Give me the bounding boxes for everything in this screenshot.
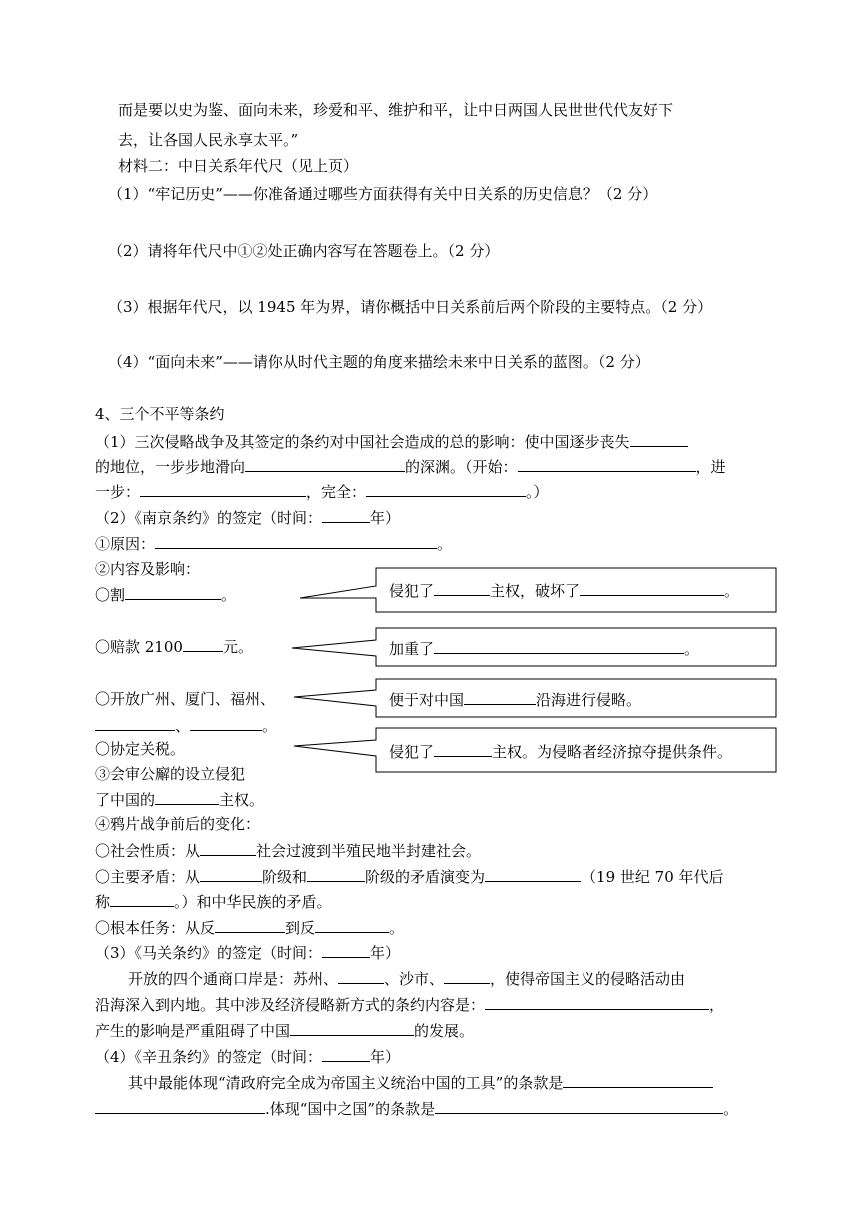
p3-l1-c: ，使得帝国主义的侵略活动由 xyxy=(490,970,686,988)
callout-text-1 xyxy=(389,580,739,601)
reason-label: ①原因： xyxy=(95,535,156,553)
p4-line-1 xyxy=(128,1072,713,1092)
callout-text-2 xyxy=(389,638,699,659)
change-title: ④鸦片战争前后的变化： xyxy=(95,815,261,833)
callout-text-4 xyxy=(389,741,732,762)
p4-l1: 其中最能体现“清政府完全成为帝国主义统治中国的工具”的条款是 xyxy=(128,1074,564,1092)
ports-end: 。 xyxy=(262,717,278,735)
answer-blank[interactable] xyxy=(485,994,709,1010)
p3-l3-a: 产生的影响是严重阻碍了中国 xyxy=(95,1022,291,1040)
court-line-1: ③会审公廨的设立侵犯 xyxy=(95,765,246,783)
answer-blank[interactable] xyxy=(434,741,492,757)
question-1: （1）“牢记历史”——你准备通过哪些方面获得有关中日关系的历史信息？（2 分） xyxy=(108,185,658,203)
answer-blank[interactable] xyxy=(580,580,724,596)
p1-text-c: 的深渊。（开始： xyxy=(405,458,518,476)
callout4-b: 主权。为侵略者经济掠夺提供条件。 xyxy=(492,743,733,761)
p1-text-f: ，完全： xyxy=(306,483,367,501)
section-title: 4、三个不平等条约 xyxy=(95,405,225,423)
callout-text-3 xyxy=(389,689,641,710)
callout2-b: 。 xyxy=(684,640,700,658)
answer-blank[interactable] xyxy=(290,1020,414,1036)
content-title: ②内容及影响： xyxy=(95,560,201,578)
nature-b: 社会过渡到半殖民地半封建社会。 xyxy=(256,842,482,860)
p4-title xyxy=(95,1046,400,1066)
p3-l1-a: 开放的四个通商口岸是：苏州、 xyxy=(128,970,339,988)
ports-line-1: 〇开放广州、厦门、福州、 xyxy=(95,690,276,708)
p4-l2-a: .体现“国中之国”的条款是 xyxy=(265,1100,436,1118)
callout2-a: 加重了 xyxy=(389,640,435,658)
p4-title-b: 年） xyxy=(370,1048,401,1066)
material-line-2: 去，让各国人民永享太平。” xyxy=(118,131,299,149)
tariff-line: 〇协定关税。 xyxy=(95,740,186,758)
p1-text-d: ，进 xyxy=(695,458,726,476)
p4-title-a: （4）《辛丑条约》的签定（时间： xyxy=(95,1048,323,1066)
court-text-b: 了中国的 xyxy=(95,791,156,809)
answer-blank[interactable] xyxy=(322,942,370,958)
cede-end: 。 xyxy=(221,586,237,604)
nature-a: 〇社会性质：从 xyxy=(95,842,201,860)
p2-title-a: （2）《南京条约》的签定（时间： xyxy=(95,509,323,527)
p3-line-3 xyxy=(95,1020,474,1040)
answer-blank[interactable] xyxy=(434,638,684,654)
question-4: （4）“面向未来”——请你从时代主题的角度来描绘未来中日关系的蓝图。（2 分） xyxy=(108,353,650,371)
callout1-b: 主权，破坏了 xyxy=(490,582,581,600)
indemnity-end: 元。 xyxy=(222,638,253,656)
indemnity-label: 〇赔款 2100 xyxy=(95,638,183,656)
answer-blank[interactable] xyxy=(322,1046,370,1062)
p1-text-e: 一步： xyxy=(95,483,141,501)
answer-blank[interactable] xyxy=(435,1098,723,1114)
p4-line-2 xyxy=(95,1098,738,1118)
answer-blank[interactable] xyxy=(434,580,490,596)
p3-line-1 xyxy=(128,968,685,988)
p3-l1-b: 、沙市、 xyxy=(384,970,445,988)
p3-title-b: 年） xyxy=(370,944,401,962)
answer-blank[interactable] xyxy=(563,1072,713,1088)
conflict-a: 〇主要矛盾：从 xyxy=(95,868,201,886)
p3-title xyxy=(95,942,400,962)
answer-blank[interactable] xyxy=(95,1098,265,1114)
p1-text-b: 的地位，一步步地滑向 xyxy=(95,458,246,476)
cede-label: 〇割 xyxy=(95,586,126,604)
conflict-b: 阶级和 xyxy=(262,868,308,886)
conflict-c: 阶级的矛盾演变为 xyxy=(365,868,486,886)
p3-line-2 xyxy=(95,994,724,1014)
p3-title-a: （3）《马关条约》的签定（时间： xyxy=(95,944,323,962)
answer-blank[interactable] xyxy=(338,968,384,984)
p1-text-g: 。） xyxy=(526,483,549,501)
task-a: 〇根本任务：从反 xyxy=(95,919,216,937)
callout1-a: 侵犯了 xyxy=(389,582,435,600)
p3-l2-a: 沿海深入到内地。其中涉及经济侵略新方式的条约内容是： xyxy=(95,996,486,1014)
material-line-3: 材料二：中日关系年代尺（见上页） xyxy=(118,157,359,175)
question-2: （2）请将年代尺中①②处正确内容写在答题卷上。（2 分） xyxy=(108,242,500,260)
conflict-d: （19 世纪 70 年代后 xyxy=(581,868,724,886)
p3-l3-b: 的发展。 xyxy=(414,1022,475,1040)
p3-l2-b: ， xyxy=(709,996,725,1014)
p2-title-b: 年） xyxy=(370,509,401,527)
ports-sep: 、 xyxy=(175,717,191,735)
callout1-c: 。 xyxy=(724,582,740,600)
answer-blank[interactable] xyxy=(444,968,490,984)
callout4-a: 侵犯了 xyxy=(389,743,435,761)
question-3: （3）根据年代尺，以 1945 年为界，请你概括中日关系前后两个阶段的主要特点。（2 分） xyxy=(108,298,713,316)
callout3-b: 沿海进行侵略。 xyxy=(536,691,642,709)
p1-text-a: （1）三次侵略战争及其签定的条约对中国社会造成的总的影响：使中国逐步丧失 xyxy=(95,433,630,451)
task-c: 。 xyxy=(389,919,405,937)
p4-l2-b: 。 xyxy=(723,1100,739,1118)
task-b: 到反 xyxy=(285,919,316,937)
callout3-a: 便于对中国 xyxy=(389,691,465,709)
conflict-f: 。）和中华民族的矛盾。 xyxy=(174,893,332,911)
material-line-1: 而是要以史为鉴、面向未来，珍爱和平、维护和平，让中日两国人民世世代代友好下 xyxy=(118,101,674,119)
answer-blank[interactable] xyxy=(464,689,536,705)
reason-end: 。 xyxy=(437,535,453,553)
court-text-c: 主权。 xyxy=(219,791,265,809)
conflict-e: 称 xyxy=(95,893,111,911)
